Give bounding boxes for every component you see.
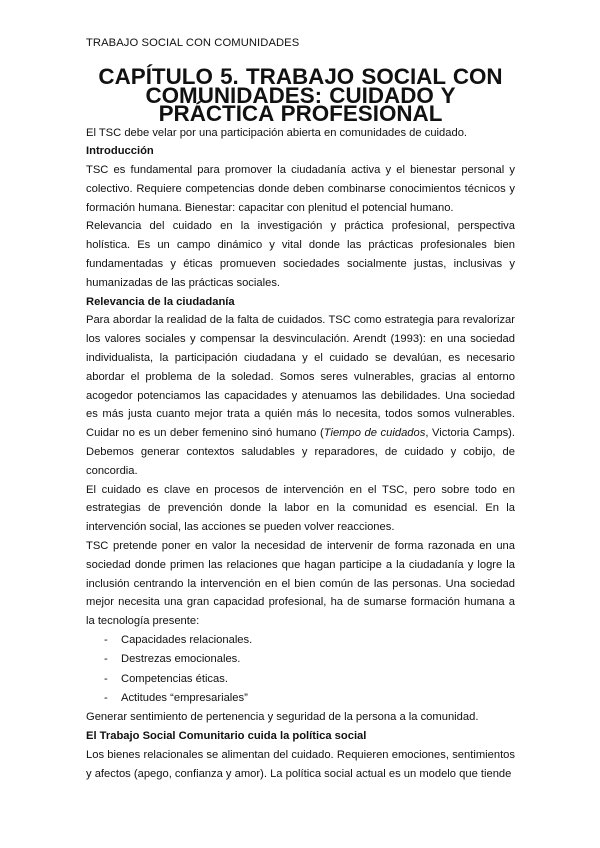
list-item: - Actitudes “empresariales” — [104, 689, 515, 708]
paragraph: TSC es fundamental para promover la ciudadanía activa y el bienestar personal y colectivo. Requiere competencias donde deben combinarse conocimientos técnicos y formación humana. Bienestar: capacitar con plenitud el potencial humano. — [86, 164, 515, 214]
section-heading-introduccion: Introducción — [86, 145, 154, 158]
intro-line: El TSC debe velar por una participación abierta en comunidades de cuidado. — [86, 126, 468, 139]
paragraph: TSC pretende poner en valor la necesidad de intervenir de forma razonada en una sociedad donde primen las relaciones que hagan participe a la ciudadanía y logre la inclusión centrando la intervención en el bien común de las personas. Una sociedad mejor necesita una gran capacidad profesional, ha de sumarse formación humana a la tecnología presente: — [86, 540, 515, 628]
running-header: TRABAJO SOCIAL CON COMUNIDADES — [86, 37, 300, 49]
section-heading-politica: El Trabajo Social Comunitario cuida la política social — [86, 730, 367, 742]
paragraph-text: Para abordar la realidad de la falta de cuidados. TSC como estrategia para revalorizar los valores sociales y compensar la desvinculación. Arendt (1993): en una sociedad individualista, la participación ciudadana y el cuidado se devalúan, es necesario abordar el problema de la soledad. Somos seres vulnerables, gracias al entorno acogedor potenciamos las capacidades y atenuamos las debilidades. Una sociedad es más justa cuanto mejor trata a quién más lo necesita, todos somos vulnerables. Cuidar no es un deber femenino sinó humano ( — [86, 314, 515, 440]
list-item: - Destrezas emocionales. — [104, 650, 515, 669]
section-heading-ciudadania: Relevancia de la ciudadanía — [86, 295, 235, 308]
paragraph: Relevancia del cuidado en la investigación y práctica profesional, perspectiva holística. Es un campo dinámico y vital donde las prácticas profesionales bien fundamentadas y éticas promueven sociedades socialmente justas, inclusivas y humanizadas de las prácticas sociales. — [86, 220, 515, 289]
book-title: Tiempo de cuidados — [323, 427, 426, 440]
page-content — [86, 64, 516, 783]
list-item: - Capacidades relacionales. — [104, 631, 515, 650]
chapter-title: CAPÍTULO 5. TRABAJO SOCIAL CON COMUNIDADES: CUIDADO Y PRÁCTICA PROFESIONAL — [98, 64, 503, 126]
paragraph: Los bienes relacionales se alimentan del cuidado. Requieren emociones, sentimientos y afectos (apego, confianza y amor). La política social actual es un modelo que tiende — [86, 748, 515, 780]
paragraph — [86, 311, 515, 480]
paragraph-text: , Victoria Camps). Debemos generar contextos saludables y reparadores, de cuidado y cobijo, de concordia. — [86, 427, 516, 477]
paragraph: Generar sentimiento de pertenencia y seguridad de la persona a la comunidad. — [86, 711, 479, 724]
paragraph: El cuidado es clave en procesos de intervención en el TSC, pero sobre todo en estrategias de prevención donde la labor en la comunidad es esencial. En la intervención social, las acciones se pueden volver reacciones. — [86, 483, 515, 534]
list-item: - Competencias éticas. — [104, 670, 515, 689]
competencies-list — [86, 631, 515, 708]
